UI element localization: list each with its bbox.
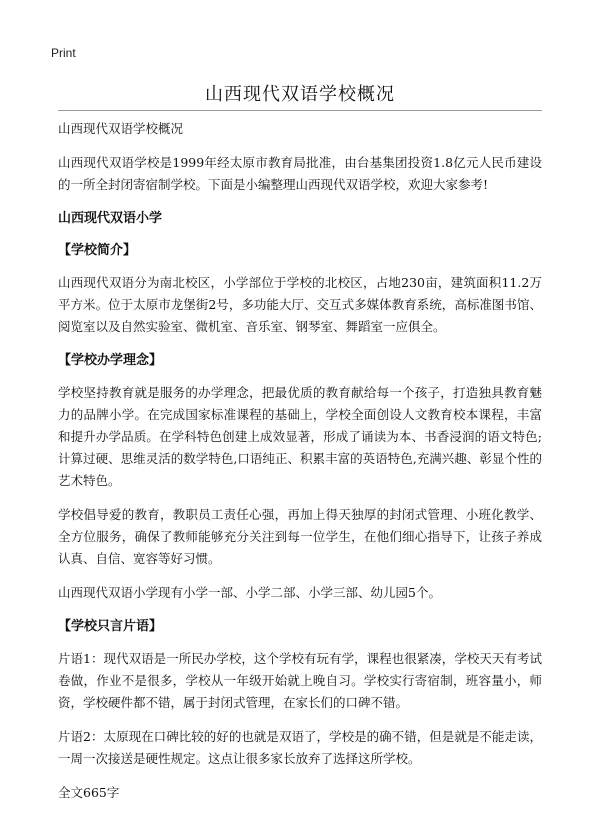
page-title: 山西现代双语学校概况 [205, 84, 395, 105]
article-body [58, 118, 542, 816]
article-subtitle: 山西现代双语学校概况 [58, 121, 184, 136]
comment-2-paragraph: 片语2：太原现在口碑比较的好的也就是双语了，学校是的确不错，但是就是不能走读，一周一次接送是硬性规定。这点让很多家长放弃了选择这所学校。 [58, 729, 542, 766]
heading-school-intro: 【学校简介】 [58, 243, 137, 258]
comment-1-paragraph: 片语1：现代双语是一所民办学校，这个学校有玩有学，课程也很紧凑，学校天天有考试卷做，作业不是很多，学校从一年级开始就上晚自习。学校实行寄宿制，班容量小，师资，学校硬件都不错，属于封闭式管理，在家长们的口碑不错。 [58, 651, 542, 710]
heading-comments: 【学校只言片语】 [58, 619, 163, 634]
intro-paragraph: 山西现代双语学校是1999年经太原市教育局批准，由台基集团投资1.8亿元人民币建设的一所全封闭寄宿制学校。下面是小编整理山西现代双语学校，欢迎大家参考! [58, 155, 542, 192]
print-label: Print [51, 46, 76, 60]
divisions-paragraph: 山西现代双语小学现有小学一部、小学二部、小学三部、幼儿园5个。 [58, 585, 441, 600]
school-intro-paragraph: 山西现代双语分为南北校区，小学部位于学校的北校区，占地230亩，建筑面积11.2万平方米。位于太原市龙堡街2号，多功能大厅、交互式多媒体教育系统，高标准图书馆、阅览室以及自然实验室、微机室、音乐室、钢琴室、舞蹈室一应俱全。 [58, 275, 542, 334]
philosophy-paragraph-2: 学校倡导爱的教育，教职员工责任心强，再加上得天独厚的封闭式管理、小班化教学、全方位服务，确保了教师能够充分关注到每一位学生，在他们细心指导下，让孩子养成认真、自信、宽容等好习惯。 [58, 507, 542, 566]
title-divider [58, 110, 542, 111]
heading-philosophy: 【学校办学理念】 [58, 353, 163, 368]
word-count: 全文665字 [58, 785, 120, 800]
philosophy-paragraph-1: 学校坚持教育就是服务的办学理念，把最优质的教育献给每一个孩子，打造独具教育魅力的品牌小学。在完成国家标准课程的基础上，学校全面创设人文教育校本课程，丰富和提升办学品质。在学科特色创建上成效显著，形成了诵读为本、书香浸润的语文特色;计算过硬、思维灵活的数学特色,口语纯正、积累丰富的英语特色,充满兴趣、彰显个性的艺术特色。 [58, 385, 542, 488]
section-heading-primary: 山西现代双语小学 [58, 211, 163, 226]
